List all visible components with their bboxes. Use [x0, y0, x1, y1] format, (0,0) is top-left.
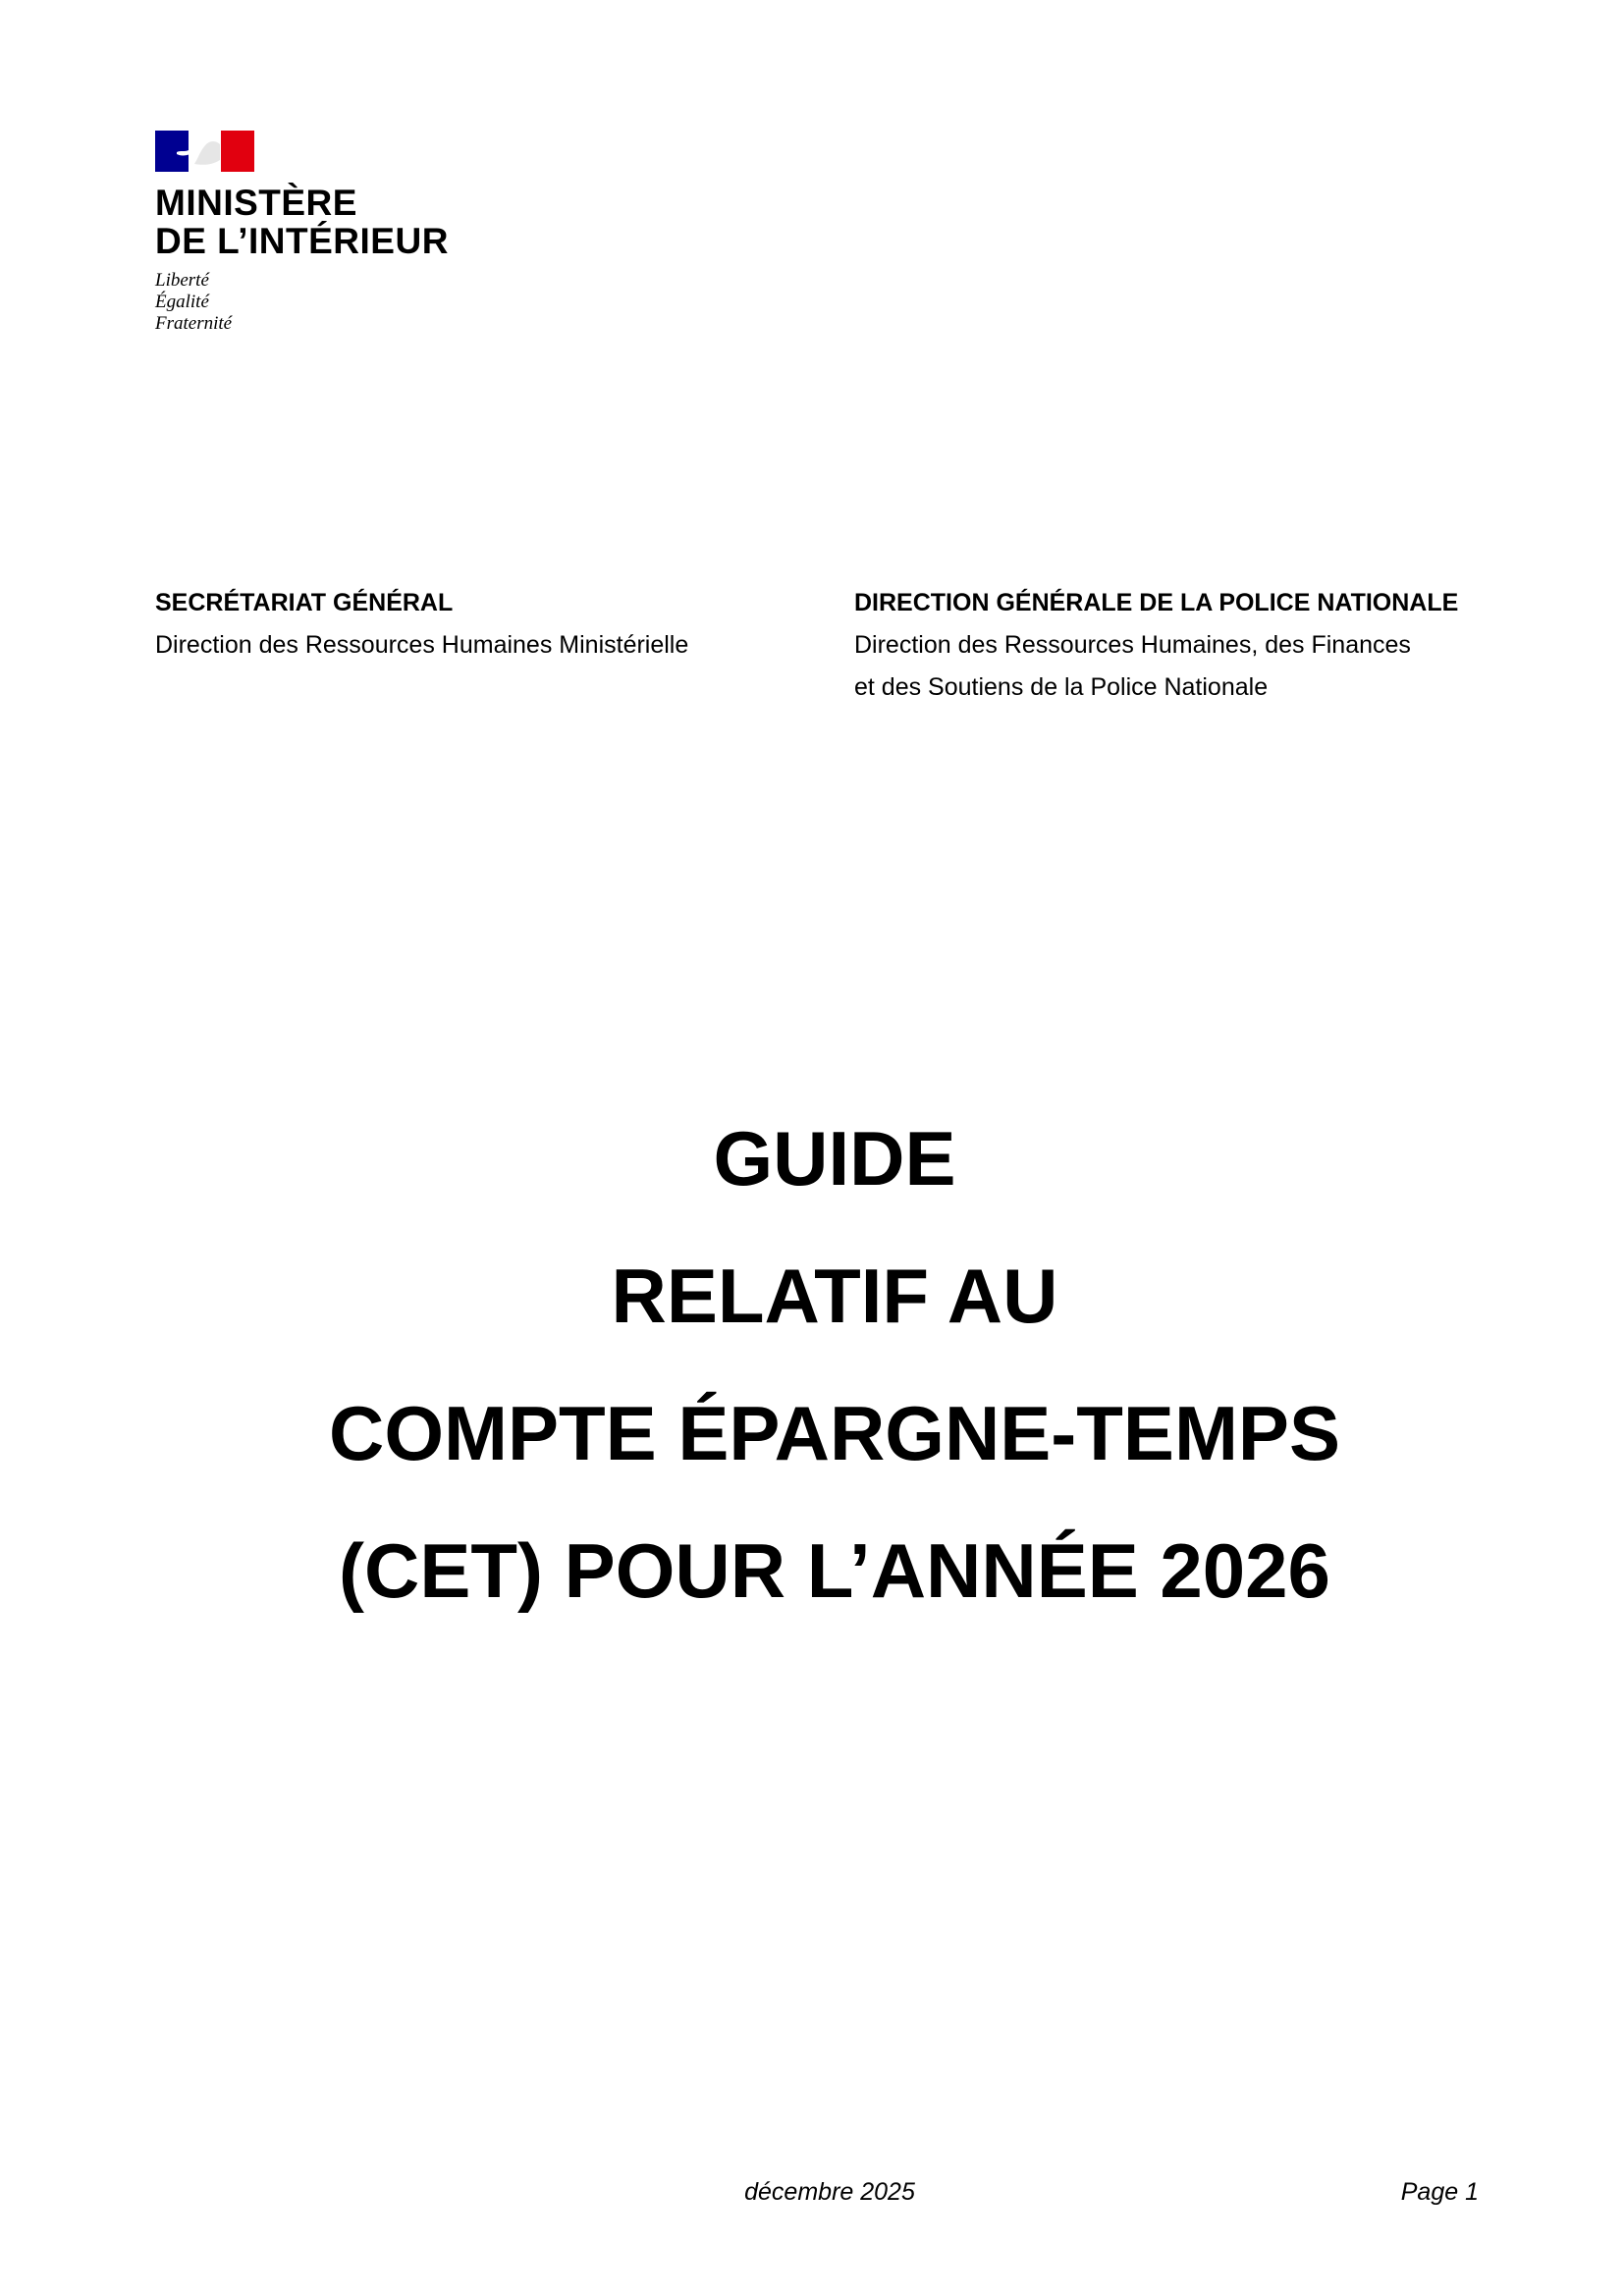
title-line1: GUIDE — [713, 1115, 956, 1201]
motto-liberte: Liberté — [155, 270, 209, 291]
secretariat-direction: Direction des Ressources Humaines Ministérielle — [155, 631, 689, 659]
marianne-flag-icon — [155, 131, 254, 172]
ministry-logo — [155, 131, 469, 335]
footer-date: décembre 2025 — [744, 2178, 915, 2206]
republic-motto — [155, 270, 469, 335]
ministry-name-line1: MINISTÈRE — [155, 183, 357, 223]
motto-fraternite: Fraternité — [155, 313, 233, 334]
page-number: Page 1 — [1400, 2178, 1479, 2206]
motto-egalite: Égalité — [155, 292, 209, 312]
ministry-name — [155, 184, 469, 260]
title-line3: COMPTE ÉPARGNE-TEMPS — [329, 1390, 1340, 1476]
title-line4: (CET) POUR L’ANNÉE 2026 — [339, 1527, 1330, 1614]
secretariat-heading: SECRÉTARIAT GÉNÉRAL — [155, 589, 454, 616]
police-heading: DIRECTION GÉNÉRALE DE LA POLICE NATIONALE — [854, 589, 1459, 616]
title-line2: RELATIF AU — [611, 1253, 1058, 1339]
police-direction-line2: et des Soutiens de la Police Nationale — [854, 673, 1269, 701]
header-secretariat — [155, 582, 784, 667]
header-police-nationale — [854, 582, 1561, 709]
document-title — [0, 1090, 1624, 1639]
ministry-name-line2: DE L’INTÉRIEUR — [155, 221, 449, 261]
police-direction-line1: Direction des Ressources Humaines, des Finances — [854, 631, 1411, 659]
